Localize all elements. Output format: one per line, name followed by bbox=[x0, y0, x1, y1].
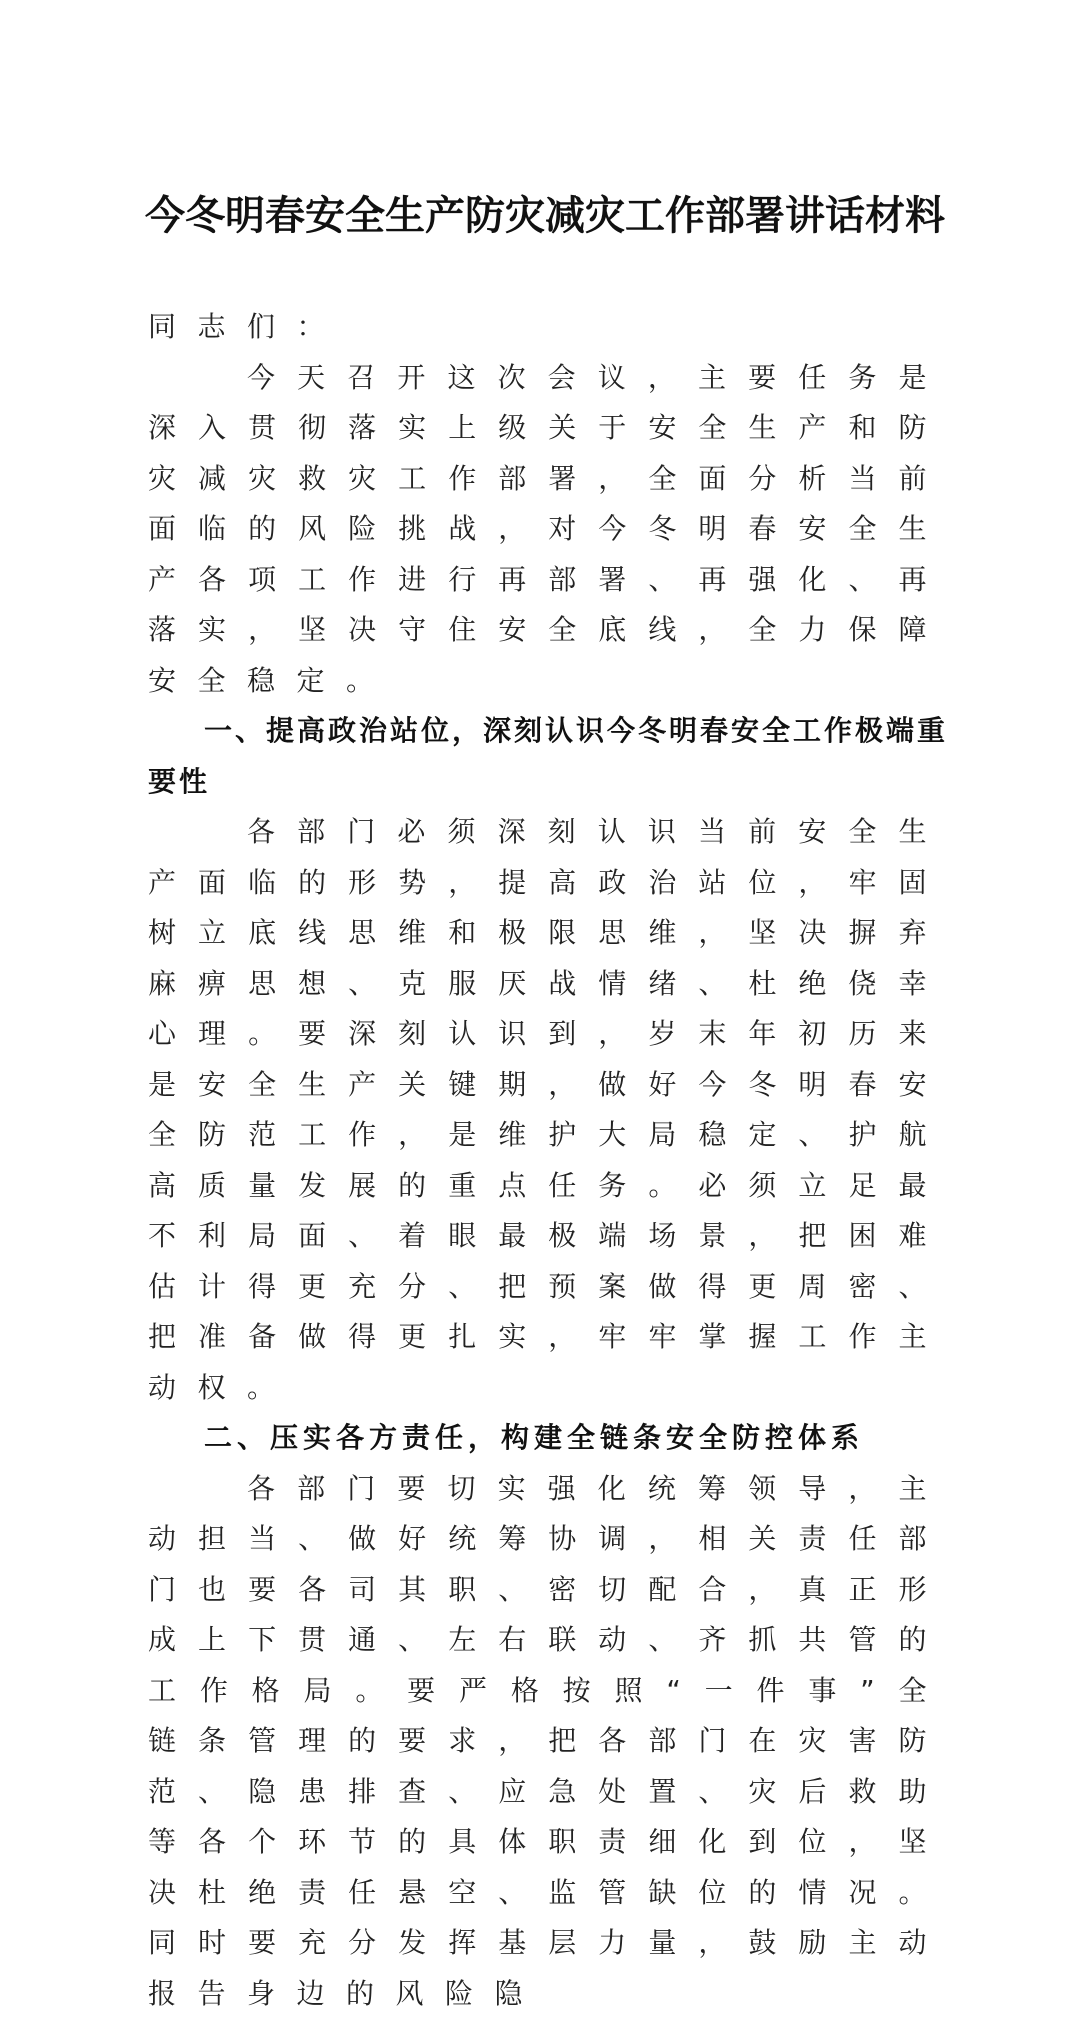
section-body-2: 各部门要切实强化统筹领导，主动担当、做好统筹协调，相关责任部门也要各司其职、密切配合，真正形成上下贯通、左右联动、齐抓共管的工作格局。要严格按照“一件事”全链条管理的要求，把各部门在灾害防范、隐患排查、应急处置、灾后救助等各个环节的具体职责细化到位，坚决杜绝责任悬空、监管缺位的情况。同时要充分发挥基层力量，鼓励主动报告身边的风险隐 bbox=[148, 1464, 948, 2019]
opening-paragraph: 今天召开这次会议，主要任务是深入贯彻落实上级关于安全生产和防灾减灾救灾工作部署，全面分析当前面临的风险挑战，对今冬明春安全生产各项工作进行再部署、再强化、再落实，坚决守住安全底线，全力保障安全稳定。 bbox=[148, 353, 948, 707]
document-body bbox=[148, 302, 948, 2019]
salutation: 同志们： bbox=[148, 302, 948, 353]
section-heading-2: 二、压实各方责任，构建全链条安全防控体系 bbox=[148, 1413, 948, 1464]
section-heading-1: 一、提高政治站位，深刻认识今冬明春安全工作极端重要性 bbox=[148, 706, 948, 807]
section-body-1: 各部门必须深刻认识当前安全生产面临的形势，提高政治站位，牢固树立底线思维和极限思维，坚决摒弃麻痹思想、克服厌战情绪、杜绝侥幸心理。要深刻认识到，岁末年初历来是安全生产关键期，做好今冬明春安全防范工作，是维护大局稳定、护航高质量发展的重点任务。必须立足最不利局面、着眼最极端场景，把困难估计得更充分、把预案做得更周密、把准备做得更扎实，牢牢掌握工作主动权。 bbox=[148, 807, 948, 1413]
document-title: 今冬明春安全生产防灾减灾工作部署讲话材料 bbox=[140, 186, 950, 246]
